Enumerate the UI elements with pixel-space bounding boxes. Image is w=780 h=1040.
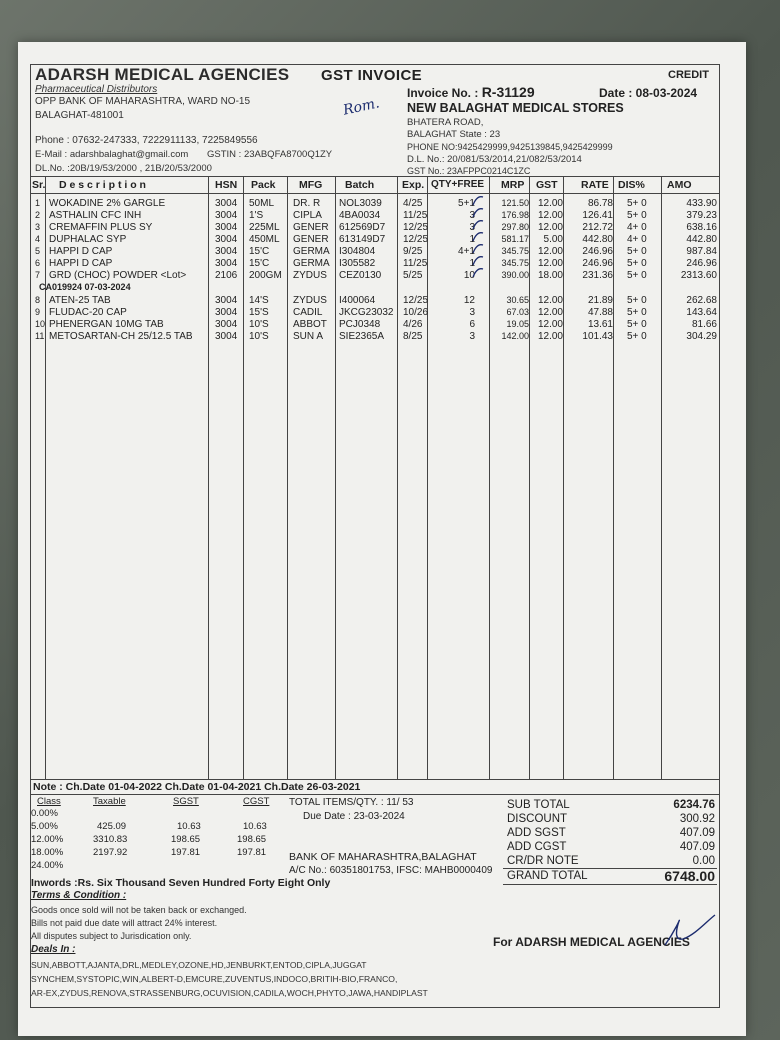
buyer-dl: D.L. No.: 20/081/53/2014,21/082/53/2014 [407,154,582,165]
cell-gst: 12.00 [537,210,563,221]
total-items: TOTAL ITEMS/QTY. : 11/ 53 [289,797,414,808]
cell-qty: 3 [469,307,475,318]
cell-pack: 200GM [249,270,282,281]
table-row [31,270,719,282]
lot-note: CA019924 07-03-2024 [39,282,131,292]
amount-in-words: Inwords :Rs. Six Thousand Seven Hundred Forty Eight Only [31,877,331,889]
cell-pack: 225ML [249,222,280,233]
cell-batch: NOL3039 [339,198,382,209]
cell-pack: 14'S [249,295,269,306]
cell-discount: 5+ 0 [627,319,647,330]
cell-qty: 3 [469,210,475,221]
cell-gst: 12.00 [537,319,563,330]
cell-mfg: DR. R [293,198,321,209]
cell-qty: 1 [469,234,475,245]
cell-gst: 12.00 [537,198,563,209]
cell-hsn: 3004 [215,258,238,269]
cell-description: ASTHALIN CFC INH [49,210,142,221]
cell-description: ATEN-25 TAB [49,295,111,306]
cell-description: DUPHALAC SYP [49,234,127,245]
table-row [31,319,719,331]
cell-gst: 5.00 [543,234,563,245]
cell-mrp: 121.50 [501,198,529,208]
sgst-value: 407.09 [679,827,715,839]
cell-rate: 86.78 [587,198,613,209]
cell-discount: 4+ 0 [627,222,647,233]
cell-mfg: GENER [293,234,329,245]
cell-amount: 442.80 [686,234,717,245]
cell-mrp: 67.03 [506,307,529,317]
discount-label: DISCOUNT [507,813,568,825]
tax-header-sgst: SGST [173,796,199,807]
cell-rate: 126.41 [582,210,613,221]
table-row [31,198,719,210]
cell-rate: 47.88 [587,307,613,318]
term-item: Goods once sold will not be taken back or exchanged. [31,905,247,915]
grand-total-value: 6748.00 [664,868,715,884]
invoice-number: Invoice No. : R-31129 [407,84,535,100]
cell-sr: 9 [35,307,41,317]
cell-mfg: SUN A [293,331,324,342]
cell-mfg: ZYDUS [293,295,327,306]
cell-hsn: 2106 [215,270,238,281]
tax-class: 18.00% [31,847,64,858]
cell-exp: 4/25 [403,198,423,209]
tax-header-class: Class [37,796,61,807]
seller-name: ADARSH MEDICAL AGENCIES [35,65,290,84]
cell-pack: 50ML [249,198,275,209]
cell-exp: 12/25 [403,222,429,233]
cell-batch: PCJ0348 [339,319,381,330]
cell-batch: I305582 [339,258,376,269]
col-header-qty: QTY+FREE [431,179,485,190]
cell-gst: 12.00 [537,246,563,257]
col-header-pack: Pack [251,179,276,191]
cell-mrp: 19.05 [506,319,529,329]
buyer-address-1: BHATERA ROAD, [407,117,484,128]
cell-rate: 21.89 [587,295,613,306]
cell-description: GRD (CHOC) POWDER <Lot> [49,270,187,281]
cell-gst: 18.00 [537,270,563,281]
invoice-paper [18,42,746,1036]
cell-amount: 143.64 [686,307,717,318]
seller-dl: DL.No. :20B/19/53/2000 , 21B/20/53/2000 [35,163,212,174]
cell-qty: 3 [469,222,475,233]
tax-sgst: 10.63 [177,821,201,832]
col-header-dis: DIS% [618,179,645,191]
col-header-rate: RATE [581,179,609,191]
cell-rate: 246.96 [582,258,613,269]
cell-hsn: 3004 [215,234,238,245]
table-header-rule [31,193,719,194]
cell-mrp: 345.75 [501,246,529,256]
table-row [31,246,719,258]
cell-batch: JKCG23032 [339,307,394,318]
cell-pack: 450ML [249,234,280,245]
cell-discount: 4+ 0 [627,234,647,245]
cell-hsn: 3004 [215,246,238,257]
col-header-mrp: MRP [501,179,525,191]
table-row [31,222,719,234]
tax-taxable: 425.09 [97,821,127,832]
tax-header-cgst: CGST [243,796,270,807]
table-top-rule [31,176,719,177]
col-header-exp: Exp. [402,179,425,191]
term-item: All disputes subject to Jurisdication only. [31,931,192,941]
cell-pack: 15'C [249,258,270,269]
cell-batch: 4BA0034 [339,210,381,221]
cell-mfg: GERMA [293,246,330,257]
cell-qty: 4+1 [458,246,475,257]
invoice-type: CREDIT [668,69,709,81]
cell-pack: 15'S [249,307,269,318]
deals-line: SYNCHEM,SYSTOPIC,WIN,ALBERT-D,EMCURE,ZUVENTUS,INDOCO,BRITIH-BIO,FRANCO, [31,974,398,984]
cell-mfg: GERMA [293,258,330,269]
cell-qty: 10 [463,270,475,281]
sgst-label: ADD SGST [507,827,566,839]
tax-class: 0.00% [31,808,58,819]
tax-header-taxable: Taxable [93,796,126,807]
cell-sr: 3 [35,222,41,232]
qty-check-marks [471,195,489,295]
table-bottom-rule [31,779,719,780]
tax-taxable: 3310.83 [93,834,128,845]
tax-class: 5.00% [31,821,58,832]
table-row [31,295,719,307]
col-header-batch: Batch [345,179,375,191]
cell-discount: 5+ 0 [627,246,647,257]
bank-name: BANK OF MAHARASHTRA,BALAGHAT [289,851,477,863]
cell-discount: 5+ 0 [627,270,647,281]
cgst-value: 407.09 [679,841,715,853]
tax-taxable: 2197.92 [93,847,128,858]
cell-mfg: ABBOT [293,319,327,330]
table-row [31,258,719,270]
cell-description: HAPPI D CAP [49,258,113,269]
term-item: Bills not paid due date will attract 24% interest. [31,918,218,928]
cell-hsn: 3004 [215,210,238,221]
cell-gst: 12.00 [537,307,563,318]
tax-sgst: 198.65 [171,834,201,845]
tax-cgst: 198.65 [237,834,267,845]
col-header-amount: AMO [667,179,692,191]
cell-mrp: 176.98 [501,210,529,220]
cell-exp: 5/25 [403,270,423,281]
cell-qty: 6 [469,319,475,330]
cell-description: PHENERGAN 10MG TAB [49,319,164,330]
cell-batch: 612569D7 [339,222,386,233]
table-row [31,307,719,319]
signature-scribble [661,911,717,951]
cell-qty: 12 [463,295,475,306]
cell-mfg: ZYDUS [293,270,327,281]
table-row [31,210,719,222]
cell-rate: 231.36 [582,270,613,281]
handwritten-mark: Rom. [341,95,381,119]
cell-mfg: CIPLA [293,210,322,221]
cell-discount: 5+ 0 [627,258,647,269]
cell-amount: 81.66 [691,319,717,330]
cell-rate: 101.43 [582,331,613,342]
cell-exp: 11/25 [403,258,428,269]
cell-mrp: 581.17 [501,234,529,244]
cell-exp: 12/25 [403,295,429,306]
cell-mfg: CADIL [293,307,323,318]
cell-amount: 987.84 [686,246,717,257]
cell-pack: 10'S [249,319,269,330]
cell-discount: 5+ 0 [627,331,647,342]
cell-discount: 5+ 0 [627,210,647,221]
crdr-note-value: 0.00 [692,855,715,867]
grand-total-label: GRAND TOTAL [507,870,588,882]
cell-pack: 10'S [249,331,269,342]
cell-hsn: 3004 [215,319,238,330]
cell-hsn: 3004 [215,222,238,233]
cell-gst: 12.00 [537,331,563,342]
col-header-description: D e s c r i p t i o n [59,179,146,191]
subtotal-label: SUB TOTAL [507,799,570,811]
crdr-note-label: CR/DR NOTE [507,855,579,867]
cell-batch: SIE2365A [339,331,385,342]
tax-class: 12.00% [31,834,64,845]
tax-sgst: 197.81 [171,847,201,858]
invoice-title: GST INVOICE [321,67,423,84]
cell-batch: I400064 [339,295,376,306]
cell-rate: 13.61 [587,319,613,330]
cell-batch: I304804 [339,246,376,257]
cell-description: METOSARTAN-CH 25/12.5 TAB [49,331,193,342]
cell-gst: 12.00 [537,295,563,306]
cell-pack: 1'S [249,210,264,221]
cell-mrp: 345.75 [501,258,529,268]
cell-batch: 613149D7 [339,234,386,245]
deals-line: SUN,ABBOTT,AJANTA,DRL,MEDLEY,OZONE,HD,JENBURKT,ENTOD,CIPLA,JUGGAT [31,960,367,970]
cell-description: WOKADINE 2% GARGLE [49,198,166,209]
cell-sr: 2 [35,210,41,220]
cell-exp: 4/26 [403,319,423,330]
cell-mrp: 30.65 [506,295,529,305]
col-header-sr: Sr. [32,179,46,191]
buyer-address-2: BALAGHAT State : 23 [407,129,501,140]
col-header-hsn: HSN [215,179,238,191]
cell-qty: 3 [469,331,475,342]
cell-amount: 638.16 [686,222,717,233]
lot-note-row [31,282,719,294]
cell-amount: 262.68 [686,295,717,306]
invoice-date: Date : 08-03-2024 [599,86,698,100]
col-header-gst: GST [536,179,558,191]
deals-title: Deals In : [31,944,76,955]
challan-note: Note : Ch.Date 01-04-2022 Ch.Date 01-04-2021 Ch.Date 26-03-2021 [33,781,361,793]
seller-address-2: BALAGHAT-481001 [35,110,124,121]
terms-title: Terms & Condition : [31,890,127,901]
cell-amount: 2313.60 [680,270,717,281]
buyer-gst: GST No.: 23AFPPC0214C1ZC [407,166,531,176]
cell-rate: 212.72 [582,222,613,233]
tax-cgst: 197.81 [237,847,267,858]
table-row [31,234,719,246]
cell-discount: 5+ 0 [627,295,647,306]
due-date: Due Date : 23-03-2024 [303,811,405,822]
tax-class: 24.00% [31,860,64,871]
discount-value: 300.92 [679,813,715,825]
note-rule [31,794,719,795]
cell-batch: CEZ0130 [339,270,382,281]
cell-hsn: 3004 [215,198,238,209]
cell-gst: 12.00 [537,222,563,233]
grand-total-underline [503,884,717,885]
cell-amount: 433.90 [686,198,717,209]
tax-cgst: 10.63 [243,821,267,832]
table-row [31,331,719,343]
cell-gst: 12.00 [537,258,563,269]
cell-sr: 10 [35,319,46,329]
cgst-label: ADD CGST [507,841,567,853]
col-header-mfg: MFG [299,179,323,191]
cell-sr: 1 [35,198,41,208]
cell-description: CREMAFFIN PLUS SY [49,222,153,233]
cell-sr: 5 [35,246,41,256]
cell-discount: 5+ 0 [627,198,647,209]
cell-exp: 11/25 [403,210,428,221]
cell-sr: 11 [35,331,45,341]
cell-mfg: GENER [293,222,329,233]
cell-sr: 6 [35,258,41,268]
buyer-name: NEW BALAGHAT MEDICAL STORES [407,101,624,115]
cell-amount: 304.29 [686,331,717,342]
seller-tagline: Pharmaceutical Distributors [35,84,158,95]
cell-exp: 10/26 [403,307,429,318]
seller-gstin: GSTIN : 23ABQFA8700Q1ZY [207,149,333,160]
cell-amount: 379.23 [686,210,717,221]
cell-exp: 8/25 [403,331,423,342]
cell-qty: 5+1 [458,198,475,209]
buyer-phone: PHONE NO:9425429999,9425139845,9425429999 [407,142,613,152]
cell-hsn: 3004 [215,331,238,342]
cell-exp: 12/25 [403,234,429,245]
seller-phone: Phone : 07632-247333, 7222911133, 7225849556 [35,135,258,146]
subtotal-value: 6234.76 [673,799,715,811]
cell-sr: 7 [35,270,41,280]
cell-discount: 5+ 0 [627,307,647,318]
cell-amount: 246.96 [686,258,717,269]
signature-label: For ADARSH MEDICAL AGENCIES [493,935,690,949]
cell-mrp: 390.00 [501,270,529,280]
cell-sr: 4 [35,234,41,244]
cell-rate: 246.96 [582,246,613,257]
cell-sr: 8 [35,295,41,305]
cell-qty: 1 [469,258,475,269]
cell-pack: 15'C [249,246,270,257]
invoice-border [30,64,720,1008]
cell-mrp: 297.80 [501,222,529,232]
cell-mrp: 142.00 [501,331,529,341]
cell-description: HAPPI D CAP [49,246,113,257]
cell-rate: 442.80 [582,234,613,245]
cell-exp: 9/25 [403,246,423,257]
seller-email: E-Mail : adarshbalaghat@gmail.com [35,149,189,160]
cell-hsn: 3004 [215,295,238,306]
cell-hsn: 3004 [215,307,238,318]
deals-line: AR-EX,ZYDUS,RENOVA,STRASSENBURG,OCUVISION,CADILA,WOCH,PHYTO,JAWA,HANDIPLAST [31,988,428,998]
cell-description: FLUDAC-20 CAP [49,307,127,318]
bank-account: A/C No.: 60351801753, IFSC: MAHB0000409 [289,865,493,876]
seller-address-1: OPP BANK OF MAHARASHTRA, WARD NO-15 [35,96,251,107]
